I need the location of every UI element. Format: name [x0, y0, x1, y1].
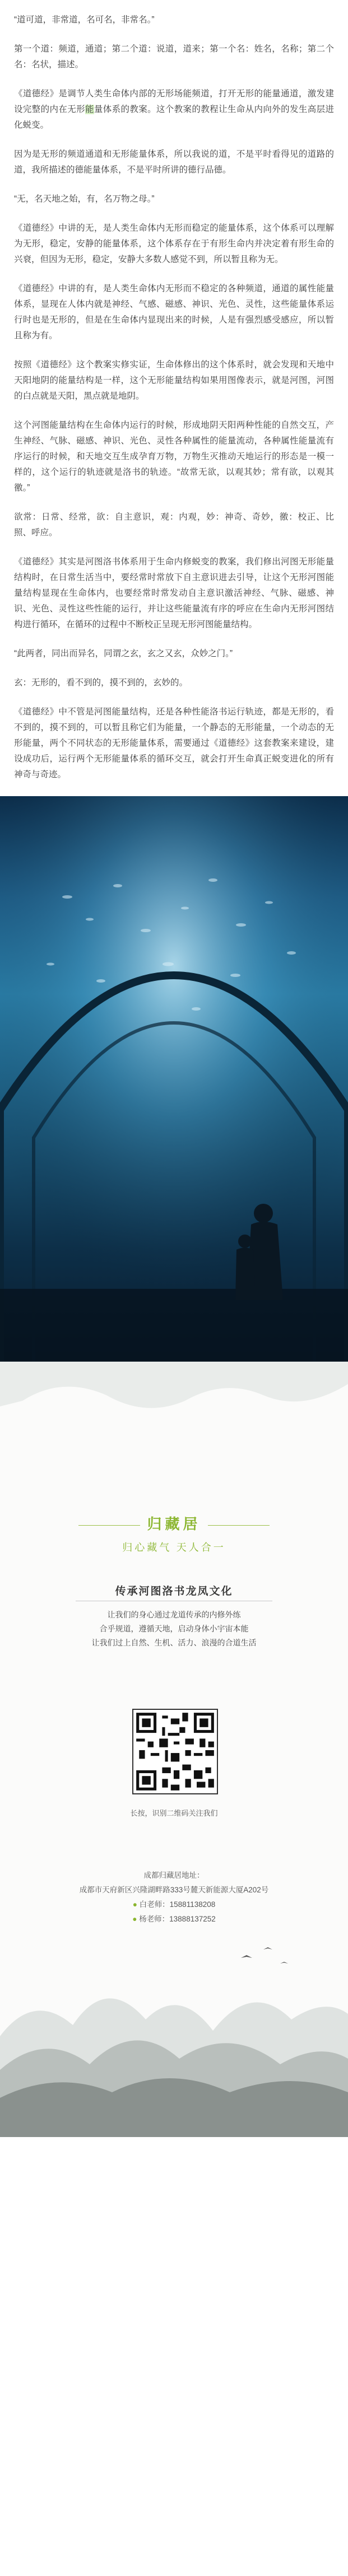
paragraph: 《道德经》中讲的有，是人类生命体内无形而不稳定的各种频道，通道的属性能量体系，显现在人体内就是神经、气感、磁感、神识、光色、灵性，这些能量体系运行时也是无形的，但是在生命体内显现出来的时候，人是有强烈感受感应，所以暂且称为有。: [14, 284, 334, 340]
highlighted-text: 能: [85, 105, 94, 114]
divider: [78, 1525, 140, 1526]
ink-landscape-decoration: [0, 1924, 348, 2137]
paragraph: [14, 86, 334, 133]
location-icon: ●: [132, 1900, 137, 1909]
aquarium-tunnel-photo: [0, 796, 348, 1362]
intro-line: 让我们过上自然、生机、活力、浪漫的合道生活: [91, 1638, 257, 1647]
paragraph: “无，名天地之始，有，名万物之母。”: [14, 194, 155, 204]
paragraph: 第一个道：频道，通道；第二个道：说道，道来；第一个名：姓名，名称；第二个名：名状，描述。: [14, 44, 334, 69]
ink-wash-decoration: [0, 1362, 348, 1429]
qr-caption: 长按，识别二维码关注我们: [130, 1809, 218, 1817]
paragraph: “此两者，同出而异名，同谓之玄，玄之又玄，众妙之门。”: [14, 649, 233, 658]
qr-code-icon: [133, 1710, 217, 1793]
section-title: 传承河图洛书龙凤文化: [115, 1586, 233, 1597]
divider: [208, 1525, 270, 1526]
address-text: 成都市天府新区兴隆湖畔路333号麓天新能源大厦A202号: [79, 1886, 269, 1894]
paragraph: 这个河图能量结构在生命体内运行的时候，形成地阴天阳两种性能的自然交互，产生神经、气脉、磁感、神识、光色、灵性各种属性的能量流动，各种属性能量流有序运行的时候，和天地交互生成孕育万物，万物生灭推动天地运行的形态是一模一样的，这个运行的轨迹就是洛书的轨迹。“故常无欲，以观其妙；常有欲，以观其徼。”: [14, 420, 334, 493]
paragraph-text: 《道德经》是调节人类生命体内部的无形场能频道，打开无形的能量通道，激发建设完整的内在无形: [14, 89, 334, 114]
footer-card: [0, 1362, 348, 2137]
article-body: [0, 0, 348, 783]
intro-text: [0, 1608, 348, 1650]
paragraph: 欲常：日常、经常，欲：自主意识，观：内观，妙：神奇、奇妙，徼：校正、比照、呼应。: [14, 512, 334, 537]
paragraph: 《道德经》其实是河图洛书体系用于生命内修蜕变的教案，我们修出河图无形能量结构时，在日常生活当中，要经常时常放下自主意识进去引导，让这个无形河图能量结构显现在生命体内，也要经常时常发动自主意识激活神经、气脉、磁感、神识、光色、灵性这些性能的运行，并让这些能量流有序的呼应在生命内无形河图结构进行循环，在循环的过程中不断校正呈现无形河图能量结构。: [14, 557, 334, 629]
paragraph-text: 量体系的教案。这个教案的教程让生命从内向外的发生高层进化蜕变。: [14, 105, 334, 130]
brand-slogan: 归心藏气 天人合一: [122, 1542, 226, 1553]
paragraph: “道可道，非常道，名可名，非常名。”: [14, 15, 155, 25]
phone-text: 白老师：15881138208: [139, 1900, 216, 1909]
paragraph: 因为是无形的频道通道和无形能量体系，所以我说的道，不是平时看得见的道路的道，我所描述的德能量体系，不是平时所讲的德行品德。: [14, 149, 334, 175]
paragraph: 《道德经》中讲的无，是人类生命体内无形而稳定的能量体系，这个体系可以理解为无形，稳定，安静的能量体系，这个体系存在于有形生命内并决定着有形生命的兴衰，但因为无形，稳定，安静大多数人感觉不到，所以暂且称为无。: [14, 223, 334, 264]
paragraph: 玄：无形的，看不到的，摸不到的，玄妙的。: [14, 678, 188, 688]
aquarium-illustration: [0, 796, 348, 1362]
phone-text: 杨老师：13888137252: [139, 1915, 216, 1923]
paragraph: 按照《道德经》这个教案实修实证，生命体修出的这个体系时，就会发现和天地中天阳地阴的能量结构是一样，这个无形能量结构如果用图像表示，就是河图，河图的白点就是天阳，黑点就是地阴。: [14, 360, 334, 401]
paragraph: 《道德经》中不管是河图能量结构，还是各种性能洛书运行轨迹，都是无形的，看不到的，摸不到的，可以暂且称它们为能量，一个静态的无形能量，一个动态的无形能量，两个不同状态的无形能量体系，需要通过《道德经》这套教案来建设，建设成功后，运行两个无形能量体系的循环交互，就会打开生命真正蜕变进化的所有神奇与奇迹。: [14, 707, 334, 779]
intro-line: 合乎规道，遵循天地，启动身体小宇宙本能: [99, 1624, 249, 1633]
intro-line: 让我们的身心通过龙道传承的内修外练: [107, 1610, 241, 1619]
location-icon: ●: [132, 1915, 137, 1923]
address-label: 成都归藏居地址：: [143, 1871, 205, 1880]
qr-code[interactable]: [132, 1709, 218, 1794]
brand-name: 归藏居: [147, 1516, 201, 1532]
contact-info: [0, 1868, 348, 1927]
contact-line: [0, 1897, 348, 1912]
